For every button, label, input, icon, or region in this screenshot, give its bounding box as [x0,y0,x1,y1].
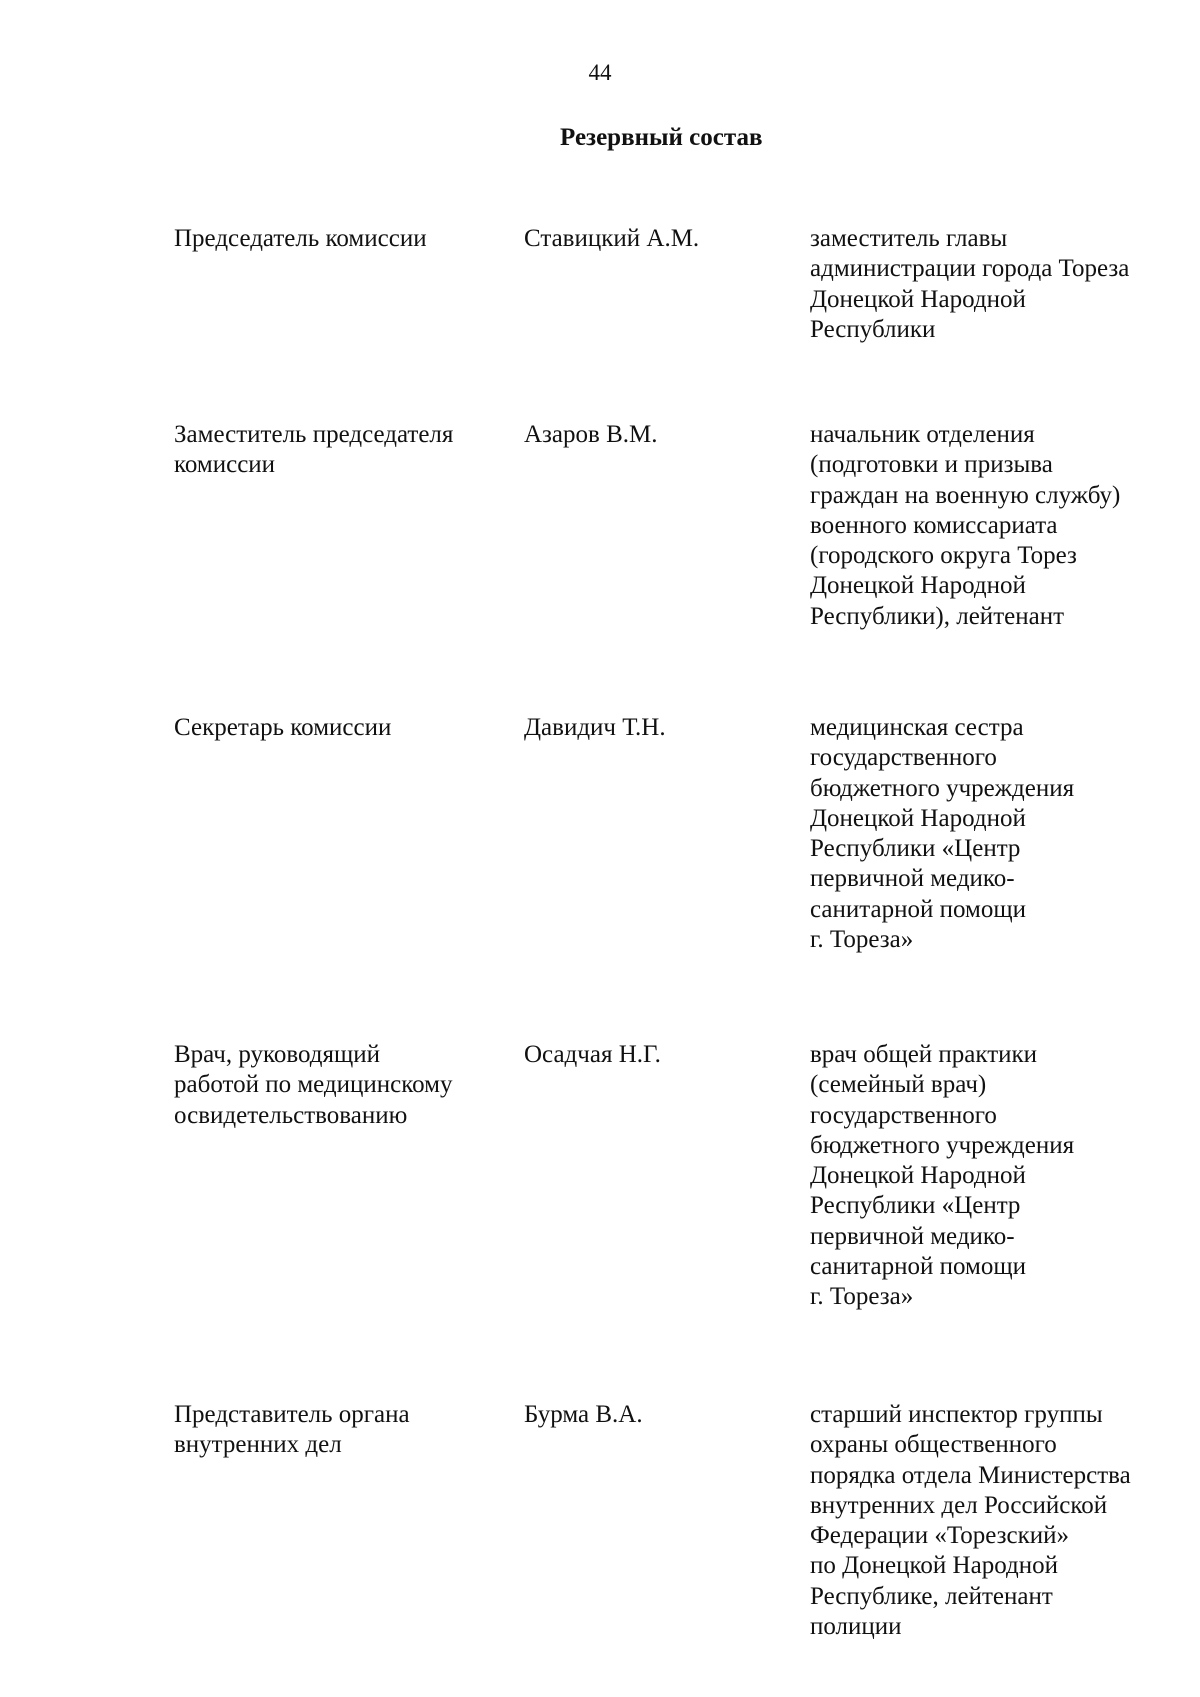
page-number: 44 [588,60,612,85]
entry-name: Ставицкий А.М. [524,225,700,252]
position-line: (семейный врач) [810,1071,987,1099]
position-line: государственного [810,744,997,772]
entry-name: Давидич Т.Н. [524,714,666,741]
role-line: освидетельствованию [174,1101,408,1129]
position-line: Республике, лейтенант [810,1582,1053,1610]
position-line: полиции [810,1613,902,1641]
entry-position [810,713,1190,955]
entry-position [810,224,1190,345]
entry-name: Бурма В.А. [524,1401,643,1428]
position-line: Республики «Центр [810,835,1021,863]
entry-role [174,1400,504,1461]
role-line: внутренних дел [174,1431,342,1459]
position-line: военного комиссариата [810,511,1058,539]
entry-role [174,420,504,481]
position-line: начальник отделения [810,421,1035,448]
position-line: бюджетного учреждения [810,774,1075,802]
position-line: г. Тореза» [810,926,914,954]
entry-role [174,1040,504,1131]
position-line: первичной медико- [810,1222,1015,1250]
position-line: (городского округа Торез [810,542,1077,570]
position-line: порядка отдела Министерства [810,1461,1131,1489]
position-line: г. Тореза» [810,1283,914,1311]
position-line: Республики [810,315,936,343]
position-line: санитарной помощи [810,895,1026,923]
position-line: старший инспектор группы [810,1401,1103,1428]
role-line: комиссии [174,451,276,479]
role-line: Заместитель председателя [174,421,454,448]
position-line: Донецкой Народной [810,804,1026,832]
entry-position [810,420,1190,632]
position-line: (подготовки и призыва [810,451,1053,479]
position-line: врач общей практики [810,1041,1038,1068]
position-line: охраны общественного [810,1431,1057,1459]
position-line: Донецкой Народной [810,572,1026,600]
position-line: администрации города Тореза [810,255,1130,283]
entry-position [810,1040,1190,1313]
entry-name: Азаров В.М. [524,421,658,448]
position-line: Республики), лейтенант [810,602,1064,630]
position-line: заместитель главы [810,225,1008,252]
entry-name: Осадчая Н.Г. [524,1041,661,1068]
position-line: санитарной помощи [810,1253,1026,1281]
position-line: бюджетного учреждения [810,1131,1075,1159]
role-line: Представитель органа [174,1401,410,1428]
position-line: Федерации «Торезский» [810,1522,1069,1550]
entry-role [174,224,504,254]
document-title: Резервный состав [560,124,763,151]
role-line: Председатель комиссии [174,225,427,252]
position-line: медицинская сестра [810,714,1024,741]
entry-role [174,713,504,743]
position-line: Республики «Центр [810,1192,1021,1220]
position-line: внутренних дел Российской [810,1491,1108,1519]
role-line: работой по медицинскому [174,1071,453,1099]
position-line: граждан на военную службу) [810,481,1121,509]
role-line: Врач, руководящий [174,1041,381,1068]
position-line: Донецкой Народной [810,285,1026,313]
position-line: первичной медико- [810,865,1015,893]
position-line: по Донецкой Народной [810,1552,1058,1580]
position-line: Донецкой Народной [810,1162,1026,1190]
entry-position [810,1400,1190,1642]
position-line: государственного [810,1101,997,1129]
role-line: Секретарь комиссии [174,714,392,741]
